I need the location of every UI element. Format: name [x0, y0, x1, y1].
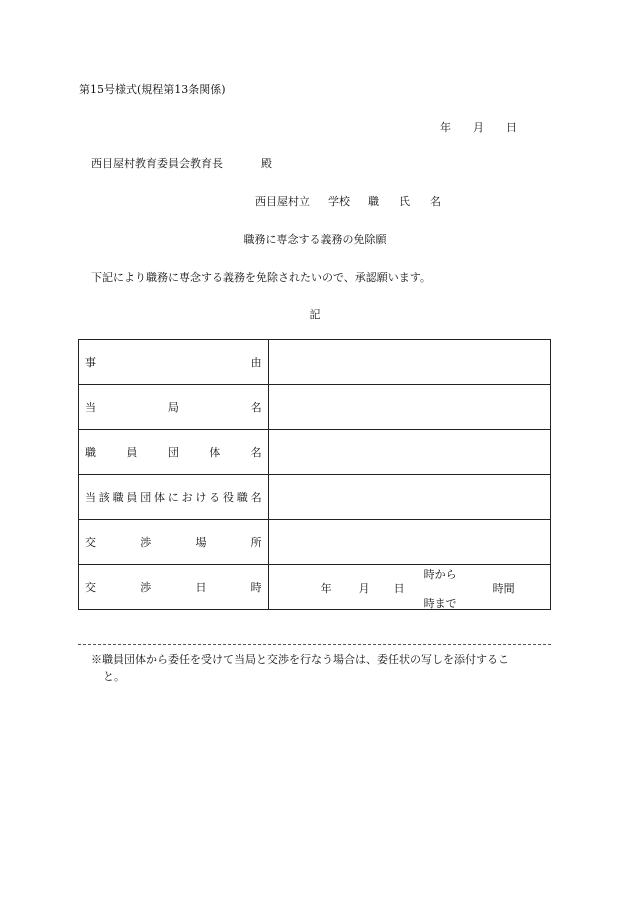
footnote [91, 651, 551, 685]
label-char: お [181, 491, 193, 504]
union-position-field[interactable] [268, 475, 550, 520]
document-title: 職務に専念する義務の免除願 [243, 233, 387, 246]
row-label-union [79, 430, 269, 475]
label-char: 渉 [140, 581, 152, 594]
table-row [79, 565, 551, 610]
label-char: 体 [153, 491, 165, 504]
application-table [78, 339, 551, 610]
label-char: 局 [167, 401, 179, 414]
row-label-authority [79, 385, 269, 430]
negotiation-datetime-field[interactable] [268, 565, 550, 610]
sender-school-prefix: 西目屋村立 [255, 195, 310, 208]
label-char: 当 [85, 401, 96, 414]
label-char: 交 [85, 536, 96, 549]
label-char: 所 [250, 536, 262, 549]
label-char: 場 [195, 536, 207, 549]
table-row [79, 385, 551, 430]
label-char: 員 [126, 446, 138, 459]
sender-school: 学校 [328, 195, 350, 208]
dt-from: 時から [423, 568, 457, 581]
dt-day: 日 [393, 582, 405, 595]
date-year: 年 [440, 121, 451, 134]
sender-position: 職 [368, 195, 379, 208]
addressee-name: 西目屋村教育委員会教育長 [91, 157, 223, 170]
date-month: 月 [473, 121, 484, 134]
sender-name-a: 氏 [399, 195, 410, 208]
label-char: 時 [250, 581, 262, 594]
label-char: 由 [250, 356, 262, 369]
sender-name-b: 名 [430, 195, 441, 208]
row-label-reason [79, 340, 269, 385]
dashed-divider [78, 644, 551, 645]
row-label-negotiation-datetime [79, 565, 269, 610]
label-char: 日 [195, 581, 207, 594]
date-day: 日 [506, 121, 517, 134]
ki-heading: 記 [309, 308, 321, 321]
row-label-negotiation-place [79, 520, 269, 565]
footnote-line-1: ※職員団体から委任を受けて当局と交渉を行なう場合は、委任状の写しを添付するこ [91, 653, 509, 666]
label-char: 職 [236, 491, 248, 504]
label-char: 当 [85, 491, 96, 504]
table-row [79, 430, 551, 475]
union-field[interactable] [268, 430, 550, 475]
dt-month: 月 [358, 582, 370, 595]
label-char: 名 [250, 401, 262, 414]
table-row [79, 475, 551, 520]
label-char: 員 [126, 491, 138, 504]
addressee [91, 155, 272, 171]
date-line [440, 119, 517, 135]
label-char: 職 [85, 446, 96, 459]
label-char: 団 [167, 446, 179, 459]
reason-field[interactable] [268, 340, 550, 385]
table-row [79, 340, 551, 385]
label-char: 渉 [140, 536, 152, 549]
label-char: 該 [98, 491, 110, 504]
label-char: 交 [85, 581, 96, 594]
label-char: 職 [112, 491, 124, 504]
label-char: 名 [250, 491, 262, 504]
label-char: 体 [209, 446, 221, 459]
negotiation-place-field[interactable] [268, 520, 550, 565]
label-char: 役 [222, 491, 234, 504]
label-char: 事 [85, 356, 96, 369]
dt-to: 時まで [423, 597, 457, 610]
label-char: に [167, 491, 179, 504]
dt-year: 年 [320, 582, 332, 595]
document-body: 下記により職務に専念する義務を免除されたいので、承認願います。 [91, 271, 431, 284]
label-char: る [209, 491, 221, 504]
authority-field[interactable] [268, 385, 550, 430]
form-number: 第15号様式(規程第13条関係) [79, 83, 226, 96]
label-char: 名 [250, 446, 262, 459]
addressee-honorific: 殿 [261, 157, 272, 170]
sender-line [255, 193, 441, 209]
row-label-union-position [79, 475, 269, 520]
label-char: け [195, 491, 207, 504]
table-row [79, 520, 551, 565]
dt-hours: 時間 [492, 582, 515, 595]
label-char: 団 [140, 491, 152, 504]
footnote-line-2: と。 [103, 670, 125, 683]
